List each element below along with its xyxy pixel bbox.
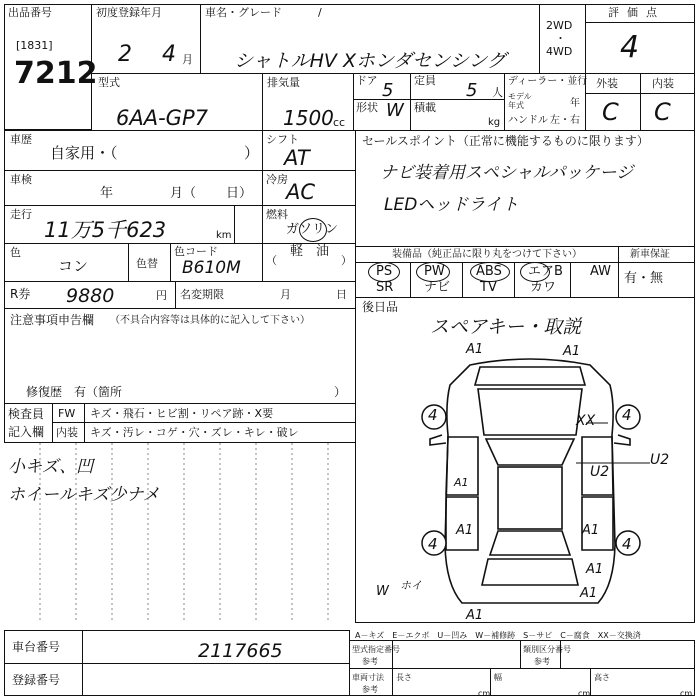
dmg-a1-rr: A1: [586, 562, 604, 577]
exterior-value: C: [602, 98, 619, 126]
fuel-diesel: 軽 油: [290, 244, 330, 259]
inspector-label2: 記入欄: [8, 425, 45, 439]
equip-sr: SR: [376, 280, 394, 295]
sales-point-line2: LEDヘッドライト: [384, 195, 519, 215]
shift-label: シフト: [266, 133, 299, 146]
bt-cm1: cm: [478, 689, 491, 698]
equip-abs: ABS: [476, 264, 502, 279]
equip-leather: カワ: [530, 280, 557, 295]
doors-value: 5: [382, 80, 394, 101]
loading-label: 積載: [414, 101, 436, 114]
model-year-label1: モデル: [508, 92, 532, 101]
dmg-a1-bottom-r: A1: [580, 586, 598, 601]
fuel-label: 燃料: [266, 208, 288, 221]
lot-label: 出品番号: [8, 6, 52, 19]
lot-number: 7212: [14, 56, 98, 91]
name-change-month: 月: [280, 288, 291, 301]
capacity-label: 定員: [414, 74, 436, 87]
capacity-unit: 人: [492, 86, 503, 99]
handle-label: ハンドル: [508, 115, 548, 126]
first-reg-month-unit: 月: [182, 53, 193, 66]
inspector-fw: FW: [58, 407, 76, 420]
score-label: 評価点: [608, 6, 665, 19]
equip-navi: ナビ: [424, 280, 451, 295]
notes-hint: （不具合内容等は具体的に記入して下さい）: [110, 315, 310, 326]
displacement-value: 1500: [283, 106, 334, 130]
dmg-xx: XX: [576, 413, 596, 429]
fuel-gasoline-circle: [299, 218, 327, 242]
shape-value: W: [386, 100, 404, 121]
aircon-label: 冷房: [266, 173, 288, 186]
tire-lr-num: 4: [428, 535, 438, 553]
fuel-bracket: （: [266, 254, 277, 267]
tire-rr-num: 4: [622, 535, 632, 553]
model-value: 6AA-GP7: [116, 106, 208, 130]
shift-value: AT: [284, 146, 310, 170]
bt-r1c1: 型式指定番号: [352, 645, 400, 654]
first-reg-year: 2: [118, 42, 132, 67]
repair-close: ）: [334, 385, 347, 399]
history-value: 自家用・（: [50, 144, 118, 162]
repair-label: 修復歴 有（箇所: [26, 385, 123, 399]
aircon-value: AC: [286, 180, 316, 204]
tire-rf-num: 4: [622, 406, 632, 424]
equip-pw-circle: [416, 262, 450, 282]
history-close: ）: [244, 144, 260, 162]
first-reg-label: 初度登録年月: [96, 6, 162, 19]
bt-r2c1b: 参考: [362, 685, 378, 694]
bt-cm3: cm: [680, 689, 693, 698]
bt-r2c1: 車両寸法: [352, 673, 384, 682]
name-change-day: 日: [336, 288, 347, 301]
exterior-label: 外装: [596, 77, 618, 90]
dmg-w: W: [376, 584, 389, 599]
inspection-month: 月（: [170, 186, 197, 201]
name-grade-mark: /: [318, 6, 322, 19]
equipment-label: 装備品（純正品に限り丸をつけて下さい）: [392, 249, 582, 260]
dealer-label: ディーラー・並行: [508, 76, 588, 87]
dmg-a1-side: A1: [454, 476, 469, 489]
dmg-a1-top-left: A1: [466, 342, 484, 357]
warranty-value: 有・無: [624, 271, 664, 286]
legend: A－キズ E－エクボ U－凹み W－補修跡 S－サビ C－腐食 XX－交換済: [355, 631, 641, 640]
inspector-fw-items: キズ・飛石・ヒビ割・リペア跡・X要: [90, 407, 274, 420]
first-reg-month: 4: [162, 42, 176, 67]
note-line-2: ホイールキズ少ナメ: [8, 485, 160, 505]
bt-r2c3: 幅: [494, 673, 502, 682]
handle-value: 左・右: [550, 115, 580, 126]
equip-ps: PS: [376, 264, 393, 279]
equip-pw: PW: [424, 264, 445, 279]
mileage-value: 11万5千623: [44, 218, 167, 242]
history-label: 車歴: [10, 133, 32, 146]
equip-abs-circle: [470, 262, 510, 282]
drive-dot: ・: [555, 32, 566, 45]
later-value: スペアキー・取説: [430, 316, 582, 338]
dmg-a1-mid: A1: [456, 523, 474, 538]
interior-value: C: [654, 98, 671, 126]
mileage-label: 走行: [10, 208, 32, 221]
bt-r1c1b: 参考: [362, 657, 378, 666]
dmg-a1-top-right: A1: [563, 344, 581, 359]
warranty-label: 新車保証: [630, 249, 670, 260]
doors-label: ドア: [356, 74, 378, 87]
inspector-label1: 検査員: [8, 407, 45, 421]
lot-sub: [1831]: [16, 39, 53, 52]
displacement-unit: cc: [333, 116, 346, 129]
interior-label: 内装: [652, 77, 674, 90]
color-code-label: 色コード: [174, 245, 218, 258]
color-value: コン: [58, 257, 89, 275]
mileage-unit: km: [216, 230, 232, 241]
notes-label: 注意事項申告欄: [10, 313, 95, 327]
dmg-a1-rl: A1: [582, 523, 600, 538]
dmg-u2-outer: U2: [650, 452, 670, 468]
color-label: 色: [10, 246, 21, 259]
bt-r1c2b: 参考: [534, 657, 550, 666]
dmg-wheel-note: ホイ: [400, 579, 422, 592]
name-grade-value: シャトルHV Xホンダセンシング: [234, 50, 506, 72]
model-year-label2: 年式: [508, 101, 524, 110]
tire-lf-num: 4: [428, 406, 438, 424]
inspection-day: 日）: [226, 186, 253, 201]
capacity-value: 5: [466, 80, 478, 101]
color-repaint: 色替: [136, 257, 158, 270]
bt-r2c4: 高さ: [594, 673, 610, 682]
fuel-bracket-close: ）: [341, 254, 352, 267]
equip-ps-circle: [368, 262, 400, 282]
car-diagram: [400, 345, 660, 625]
dmg-u2-inner: U2: [590, 464, 610, 480]
inspection-year: 年: [100, 186, 114, 201]
model-label: 型式: [98, 76, 120, 89]
note-line-1: 小キズ、凹: [8, 457, 94, 477]
inspector-int: 内装: [56, 426, 78, 439]
bt-r1c2: 類別区分番号: [523, 645, 571, 654]
name-grade-label: 車名・グレード: [205, 6, 282, 19]
loading-unit: kg: [488, 117, 501, 128]
color-code: B610M: [182, 258, 241, 278]
inspector-int-items: キズ・汚レ・コゲ・穴・ズレ・キレ・破レ: [90, 426, 299, 439]
fuel-gasoline: ガソリン: [286, 222, 339, 237]
model-year-unit: 年: [570, 98, 580, 109]
score-value: 4: [620, 30, 640, 65]
later-label: 後日品: [362, 300, 399, 314]
equip-tv: TV: [480, 280, 497, 295]
chassis-label: 車台番号: [12, 640, 61, 654]
r-ken-label: R券: [10, 287, 31, 301]
drive-4wd: 4WD: [546, 45, 573, 58]
displacement-label: 排気量: [267, 76, 300, 89]
bt-cm2: cm: [578, 689, 591, 698]
equip-airbag: エアB: [528, 264, 563, 279]
name-change-label: 名変期限: [180, 288, 224, 301]
chassis-value: 2117665: [198, 640, 283, 662]
sales-point-label: セールスポイント（正常に機能するものに限ります）: [362, 134, 649, 148]
inspection-label: 車検: [10, 173, 32, 186]
equip-airbag-circle: [520, 262, 550, 282]
shape-label: 形状: [356, 101, 378, 114]
dmg-a1-bottom: A1: [466, 608, 484, 623]
reg-no-label: 登録番号: [12, 673, 61, 687]
r-ken-unit: 円: [156, 289, 167, 302]
equip-aw: AW: [590, 264, 612, 279]
bt-r2c2: 長さ: [396, 673, 412, 682]
drive-2wd: 2WD: [546, 19, 573, 32]
sales-point-line1: ナビ装着用スペシャルパッケージ: [380, 163, 634, 183]
r-ken-value: 9880: [66, 285, 115, 307]
